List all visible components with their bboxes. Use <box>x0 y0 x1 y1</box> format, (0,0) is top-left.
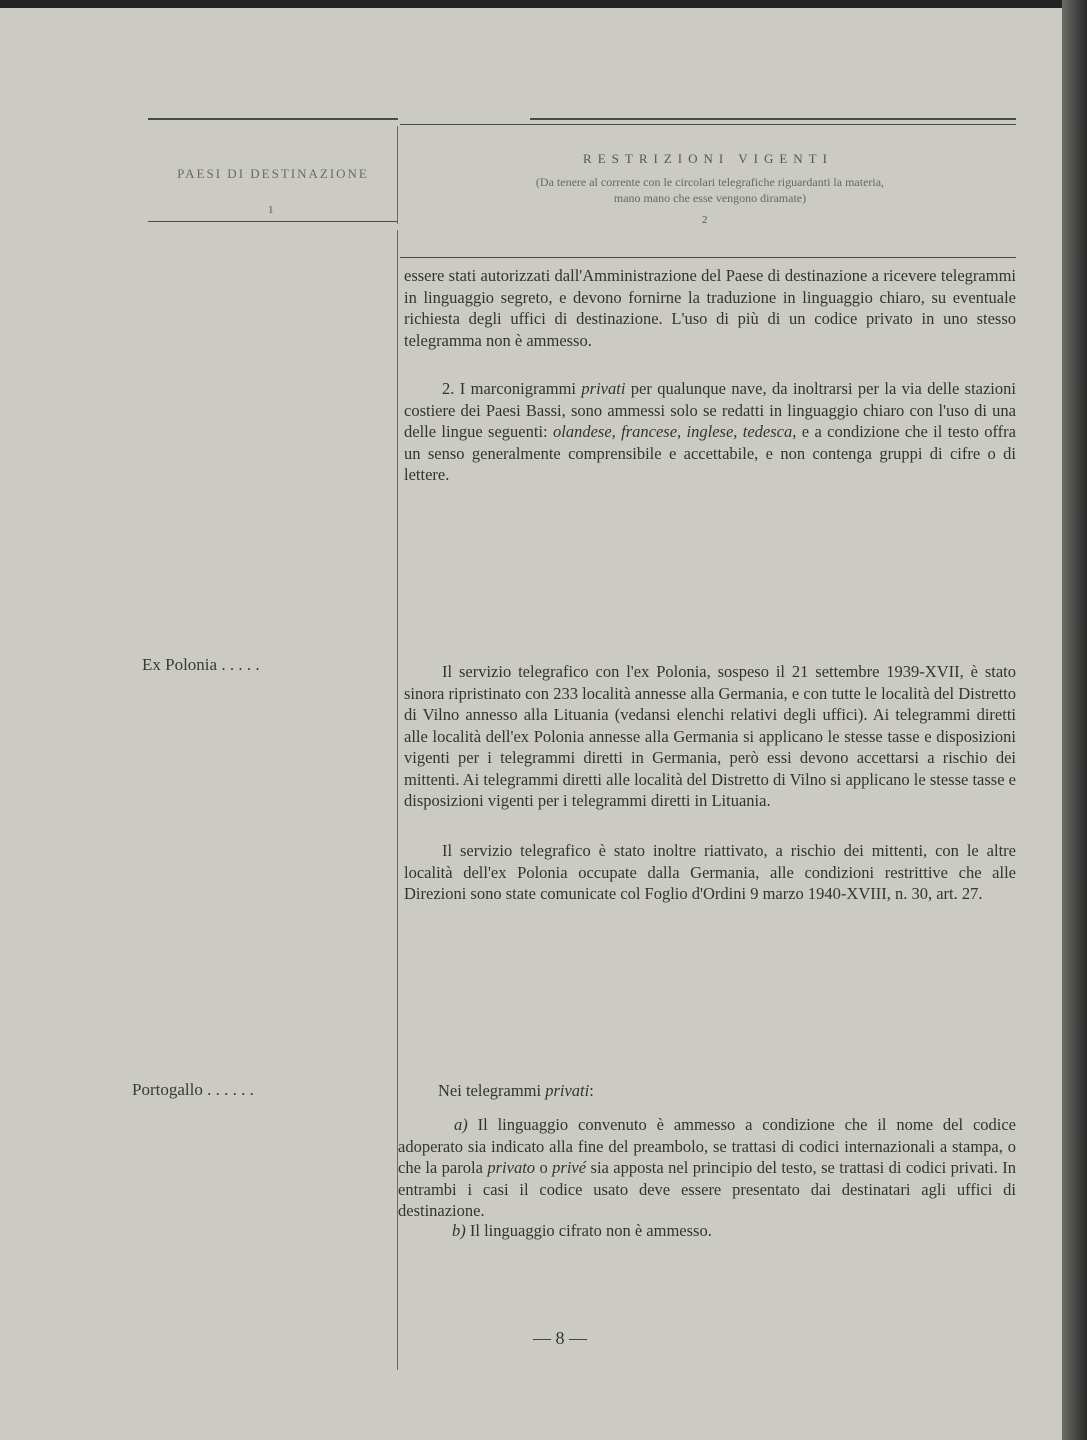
portogallo-item-a-privato: privato <box>487 1158 536 1177</box>
header-right-title: RESTRIZIONI VIGENTI <box>583 151 833 166</box>
portogallo-intro-privati: privati <box>545 1081 590 1100</box>
header-bottom-rule-left <box>148 221 398 222</box>
portogallo-item-a-text-1: Il linguaggio convenuto è ammesso a condizione che il nome del codice adoperato sia indicato alla fine del preambolo, se trattasi di codici internazionali a stampa, o che la parola <box>398 1115 1016 1177</box>
portogallo-item-a-prive: privé <box>552 1158 587 1177</box>
portogallo-item-a-text-2: sia apposta nel principio del testo, se trattasi di codici privati. In entrambi i casi il codice usato deve essere presentato dai destinatari agli uffici di destinazione. <box>398 1158 1017 1220</box>
page-number: — 8 — <box>533 1328 587 1348</box>
continued-p2-text-b: per qualunque nave, da inoltrarsi per la via delle stazioni costiere dei Paesi Bassi, sono ammessi solo se redatti in linguaggio chiaro con l'uso di una delle lingue seguenti: <box>404 379 1016 441</box>
header-top-rule-right-thin <box>400 124 1016 125</box>
portogallo-item-b <box>452 1220 1016 1242</box>
header-right-subtitle-line-1: (Da tenere al corrente con le circolari telegrafiche riguardanti la materia, <box>535 175 885 189</box>
header-left-title: PAESI DI DESTINAZIONE <box>177 166 369 181</box>
portogallo-intro-text-a: Nei telegrammi <box>438 1081 546 1100</box>
header-top-rule-left <box>148 118 398 120</box>
scan-right-edge <box>1062 0 1087 1440</box>
polonia-paragraph-2: Il servizio telegrafico è stato inoltre riattivato, a rischio dei mittenti, con le altre località dell'ex Polonia occupate dalla Germania, alle condizioni restrittive che alle Direzioni sono state comunicate col Foglio d'Ordini 9 marzo 1940-XVIII, n. 30, art. 27. <box>404 841 1016 903</box>
portogallo-item-b-text: Il linguaggio cifrato non è ammesso. <box>465 1221 712 1240</box>
country-ex-polonia: Ex Polonia . . . . . <box>142 655 260 674</box>
header-right-subtitle <box>420 174 1000 206</box>
portogallo-item-a <box>398 1114 1016 1222</box>
header-bottom-rule-right <box>400 257 1016 258</box>
portogallo-item-a-label: a) <box>454 1115 468 1134</box>
continued-p2-text-a: 2. I marconigrammi <box>442 379 582 398</box>
country-portogallo: Portogallo . . . . . . <box>132 1080 254 1099</box>
continued-p2-text-c: , e a condizione che il testo offra un senso generalmente comprensibile e accettabile, e non contenga gruppi di cifre o di lettere. <box>404 422 1016 484</box>
header-left-col-num: 1 <box>268 204 274 216</box>
header-right-subtitle-line-2: mano mano che esse vengono diramate) <box>613 191 807 205</box>
portogallo-item-a-o: o <box>535 1158 553 1177</box>
portogallo-intro <box>438 1080 1016 1102</box>
header-right-col-num: 2 <box>702 214 708 226</box>
continued-p2-privati: privati <box>581 379 626 398</box>
continued-paragraph-1: essere stati autorizzati dall'Amministrazione del Paese di destinazione a ricevere telegrammi in linguaggio segreto, e devono fornirne la traduzione in linguaggio chiaro, su eventuale richiesta degli uffici di destinazione. L'uso di più di un codice privato in uno stesso telegramma non è ammesso. <box>404 266 1016 350</box>
continued-p2-languages: olandese, francese, inglese, tedesca <box>553 422 793 441</box>
portogallo-item-b-label: b) <box>452 1221 466 1240</box>
scan-top-band <box>0 0 1087 8</box>
continued-paragraph-2 <box>404 378 1016 486</box>
header-top-rule-right <box>530 118 1016 120</box>
document-page <box>0 8 1062 1440</box>
portogallo-intro-text-b: : <box>589 1081 594 1100</box>
polonia-paragraph-1: Il servizio telegrafico con l'ex Polonia, sospeso il 21 settembre 1939-XVII, è stato sinora ripristinato con 233 località annesse alla Germania, e con tutte le località del Distretto di Vilno annesso alla Lituania (vedansi elenchi relativi degli uffici). Ai telegrammi diretti alle località dell'ex Polonia annesse alla Germania si applicano le stesse tasse e disposizioni vigenti per i telegrammi diretti in Germania, però essi devono accettarsi a rischio dei mittenti. Ai telegrammi diretti alle località del Distretto di Vilno si applicano le stesse tasse e disposizioni vigenti per i telegrammi diretti in Lituania. <box>404 662 1016 810</box>
